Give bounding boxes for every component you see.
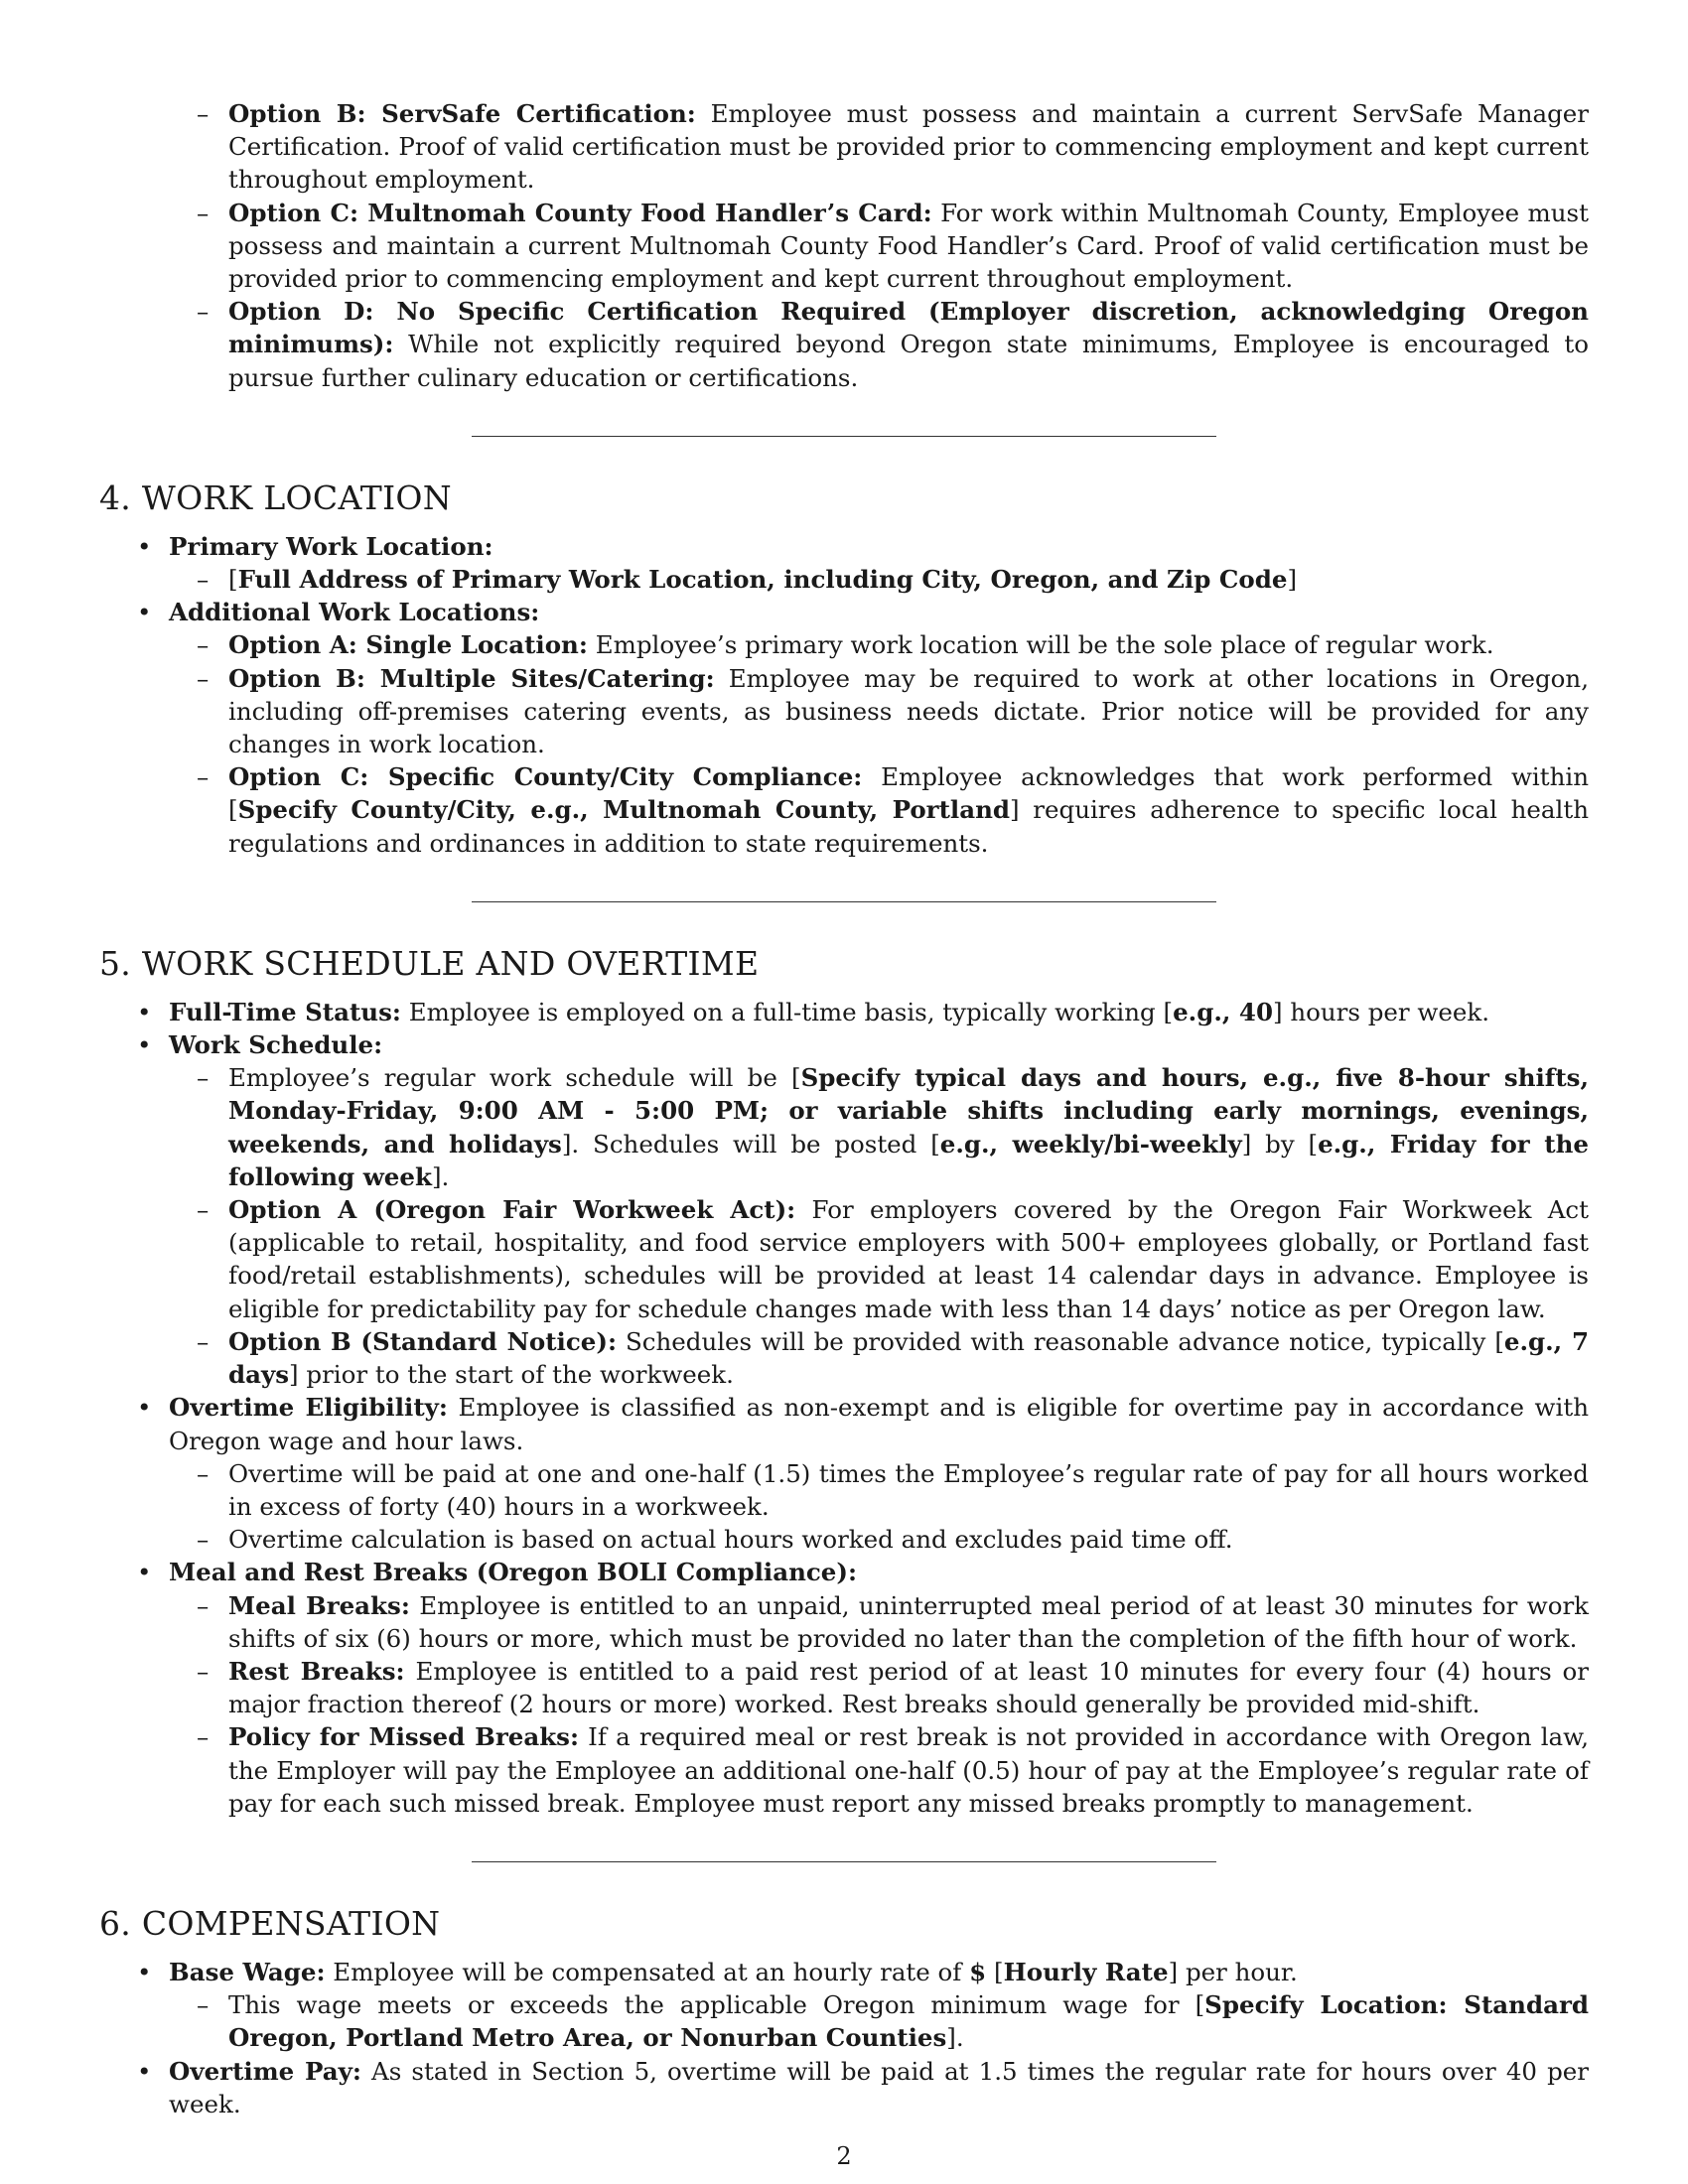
option-c-food-handler: – Option C: Multnomah County Food Handler’s Card: For work within Multnomah County, Employee must possess and maintain a current Multnomah County Food Handler’s Card. Proof of valid certification must be provided prior to commencing employment and kept current throughout employment. [99, 197, 1589, 296]
overtime-rate: – Overtime will be paid at one and one-half (1.5) times the Employee’s regular rate of pay for all hours worked in excess of forty (40) hours in a workweek. [99, 1457, 1589, 1523]
minimum-wage-compliance: – This wage meets or exceeds the applicable Oregon minimum wage for [Specify Location: Standard Oregon, Portland Metro Area, or Nonurban Counties]. [99, 1988, 1589, 2054]
overtime-eligibility: • Overtime Eligibility: Employee is classified as non-exempt and is eligible for overtime pay in accordance with Oregon wage and hour laws. – Overtime will be paid at one and one-half (1.5) times the Employee’s regular rate of pay for all hours worked in excess of forty (40) hours in a workweek. – Overtime calculation is based on actual hours worked and excludes paid time off. [99, 1391, 1589, 1556]
work-location-list [99, 530, 1589, 860]
meal-breaks: – Meal Breaks: Employee is entitled to an unpaid, uninterrupted meal period of at least 30 minutes for work shifts of six (6) hours or more, which must be provided no later than the completion of the fifth hour of work. [99, 1589, 1589, 1655]
primary-address-placeholder: – [Full Address of Primary Work Location, including City, Oregon, and Zip Code] [99, 563, 1589, 596]
overtime-calculation: – Overtime calculation is based on actual hours worked and excludes paid time off. [99, 1523, 1589, 1556]
schedule-option-a: – Option A (Oregon Fair Workweek Act): For employers covered by the Oregon Fair Workweek Act (applicable to retail, hospitality, and food service employers with 500+ employees globally, or Portland fast food/retail establishments), schedules will be provided at least 14 calendar days in advance. Employee is eligible for predictability pay for schedule changes made with less than 14 days’ notice as per Oregon law. [99, 1193, 1589, 1325]
primary-work-location: • Primary Work Location: – [Full Address of Primary Work Location, including City, Oregon, and Zip Code] [99, 530, 1589, 596]
section-4-heading: 4. WORK LOCATION [99, 478, 452, 517]
option-b-servsafe: – Option B: ServSafe Certification: Employee must possess and maintain a current ServSafe Manager Certification. Proof of valid certification must be provided prior to commencing employment and kept current throughout employment. [99, 97, 1589, 197]
base-wage: • Base Wage: Employee will be compensated at an hourly rate of $ [Hourly Rate] per hour. – This wage meets or exceeds the applicable Oregon minimum wage for [Specify Location: Standard Oregon, Portland Metro Area, or Nonurban Counties]. [99, 1956, 1589, 2055]
full-time-status: • Full-Time Status: Employee is employed on a full-time basis, typically working [e.g., 40] hours per week. [99, 996, 1589, 1028]
work-schedule-list [99, 996, 1589, 1820]
section-divider [472, 1861, 1216, 1862]
overtime-pay: • Overtime Pay: As stated in Section 5, overtime will be paid at 1.5 times the regular rate for hours over 40 per week. [99, 2055, 1589, 2120]
page-number: 2 [836, 2142, 852, 2170]
regular-schedule: – Employee’s regular work schedule will be [Specify typical days and hours, e.g., five 8-hour shifts, Monday-Friday, 9:00 AM - 5:00 PM; or variable shifts including early mornings, evenings, weekends, and holidays]. Schedules will be posted [e.g., weekly/bi-weekly] by [e.g., Friday for the following week]. [99, 1061, 1589, 1193]
section-divider [472, 901, 1216, 902]
certification-options-list [99, 97, 1589, 394]
section-6-heading: 6. COMPENSATION [99, 1903, 441, 1943]
additional-work-locations: • Additional Work Locations: – Option A: Single Location: Employee’s primary work location will be the sole place of regular work. – Option B: Multiple Sites/Catering: Employee may be required to work at other locations in Oregon, including off-premises catering events, as business needs dictate. Prior notice will be provided for any changes in work location. – Option C: Specific County/City Compliance: Employee acknowledges that work performed within [Specify County/City, e.g., Multnomah County, Portland] requires adherence to specific local health regulations and ordinances in addition to state requirements. [99, 596, 1589, 860]
rest-breaks: – Rest Breaks: Employee is entitled to a paid rest period of at least 10 minutes for every four (4) hours or major fraction thereof (2 hours or more) worked. Rest breaks should generally be provided mid-shift. [99, 1655, 1589, 1720]
location-option-a: – Option A: Single Location: Employee’s primary work location will be the sole place of regular work. [99, 628, 1589, 661]
option-d-no-certification: – Option D: No Specific Certification Required (Employer discretion, acknowledging Oregon minimums): While not explicitly required beyond Oregon state minimums, Employee is encouraged to pursue further culinary education or certifications. [99, 295, 1589, 394]
location-option-c: – Option C: Specific County/City Compliance: Employee acknowledges that work performed within [Specify County/City, e.g., Multnomah County, Portland] requires adherence to specific local health regulations and ordinances in addition to state requirements. [99, 760, 1589, 860]
missed-breaks-policy: – Policy for Missed Breaks: If a required meal or rest break is not provided in accordance with Oregon law, the Employer will pay the Employee an additional one-half (0.5) hour of pay at the Employee’s regular rate of pay for each such missed break. Employee must report any missed breaks promptly to management. [99, 1720, 1589, 1820]
compensation-list [99, 1956, 1589, 2120]
section-5-heading: 5. WORK SCHEDULE AND OVERTIME [99, 943, 760, 983]
location-option-b: – Option B: Multiple Sites/Catering: Employee may be required to work at other locations in Oregon, including off-premises catering events, as business needs dictate. Prior notice will be provided for any changes in work location. [99, 662, 1589, 761]
work-schedule: • Work Schedule: – Employee’s regular work schedule will be [Specify typical days and hours, e.g., five 8-hour shifts, Monday-Friday, 9:00 AM - 5:00 PM; or variable shifts including early mornings, evenings, weekends, and holidays]. Schedules will be posted [e.g., weekly/bi-weekly] by [e.g., Friday for the following week]. – Option A (Oregon Fair Workweek Act): For employers covered by the Oregon Fair Workweek Act (applicable to retail, hospitality, and food service employers with 500+ employees globally, or Portland fast food/retail establishments), schedules will be provided at least 14 calendar days in advance. Employee is eligible for predictability pay for schedule changes made with less than 14 days’ notice as per Oregon law. – Option B (Standard Notice): Schedules will be provided with reasonable advance notice, typically [e.g., 7 days] prior to the start of the workweek. [99, 1028, 1589, 1391]
document-page [99, 97, 1589, 2120]
section-divider [472, 436, 1216, 437]
schedule-option-b: – Option B (Standard Notice): Schedules will be provided with reasonable advance notice, typically [e.g., 7 days] prior to the start of the workweek. [99, 1325, 1589, 1391]
meal-rest-breaks: • Meal and Rest Breaks (Oregon BOLI Compliance): – Meal Breaks: Employee is entitled to an unpaid, uninterrupted meal period of at least 30 minutes for work shifts of six (6) hours or more, which must be provided no later than the completion of the fifth hour of work. – Rest Breaks: Employee is entitled to a paid rest period of at least 10 minutes for every four (4) hours or major fraction thereof (2 hours or more) worked. Rest breaks should generally be provided mid-shift. – Policy for Missed Breaks: If a required meal or rest break is not provided in accordance with Oregon law, the Employer will pay the Employee an additional one-half (0.5) hour of pay at the Employee’s regular rate of pay for each such missed break. Employee must report any missed breaks promptly to management. [99, 1556, 1589, 1820]
